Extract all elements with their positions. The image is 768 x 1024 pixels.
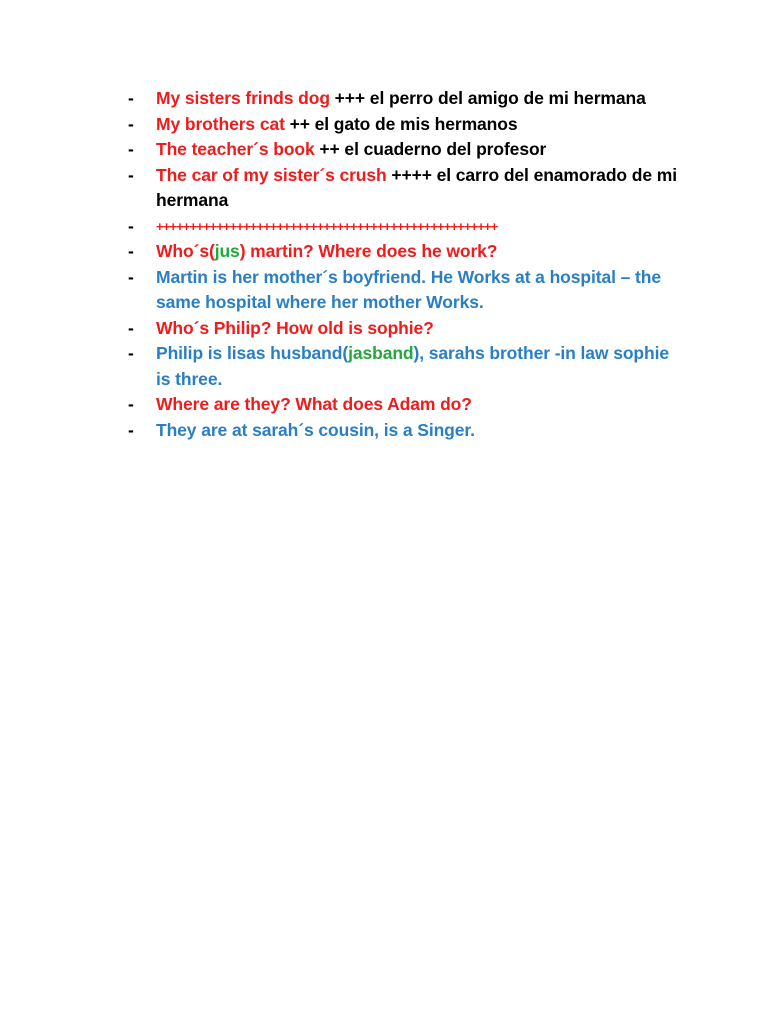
dash-bullet: - [128,419,134,440]
item-text [156,86,688,112]
item-text [156,392,688,418]
list-item [128,214,688,240]
text-segment-blue: ), sarahs brother -in law sophie is three. [156,343,669,389]
text-segment-red: +++++++++++++++++++++++++++++++++++++++++++++++++++ [156,218,498,234]
list-item [128,418,688,444]
item-text [156,163,688,214]
item-text [156,316,688,342]
dash-bullet: - [128,343,134,363]
text-segment-red: The teacher´s book [156,139,315,159]
item-text [156,265,688,316]
text-segment-green: jus [214,241,240,261]
list-item [128,316,688,342]
dash-bullet: - [128,164,134,185]
text-segment-green: jasband [348,343,414,363]
text-segment-blue: Martin is her mother´s boyfriend. He Works at a hospital – the same hospital where her mother Works. [156,266,661,312]
dash-bullet: - [128,317,134,338]
separator-plus-line [156,214,688,240]
text-segment-red: Who´s( [156,241,215,261]
item-text [156,418,688,444]
text-segment-blue: They are at sarah´s cousin, is a Singer. [156,419,475,440]
list-item [128,112,688,138]
item-text [156,239,688,265]
dash-bullet: - [128,241,134,261]
phrase-list [128,86,688,443]
text-segment-red: My brothers cat [156,113,285,134]
list-item [128,239,688,265]
list-item [128,137,688,163]
list-item [128,86,688,112]
text-segment-blue: Philip is lisas husband( [156,343,349,363]
item-text [156,112,688,138]
dash-bullet: - [128,215,134,236]
text-segment-black: +++ el perro del amigo de mi hermana [329,88,646,108]
list-item [128,341,688,392]
text-segment-red: ) martin? Where does he work? [239,241,498,261]
list-item [128,265,688,316]
text-segment-black: ++++ el carro del enamorado de mi hermana [156,164,677,210]
text-segment-red: My sisters frinds dog [156,88,330,108]
dash-bullet: - [128,394,134,414]
list-item [128,163,688,214]
text-segment-red: Where are they? What does Adam do? [156,394,472,414]
dash-bullet: - [128,88,134,108]
dash-bullet: - [128,266,134,287]
dash-bullet: - [128,139,134,159]
dash-bullet: - [128,113,134,134]
text-segment-red: The car of my sister´s crush [156,164,387,185]
item-text [156,137,688,163]
text-segment-black: ++ el gato de mis hermanos [284,113,518,134]
item-text [156,341,688,392]
list-item [128,392,688,418]
text-segment-black: ++ el cuaderno del profesor [314,139,547,159]
text-segment-red: Who´s Philip? How old is sophie? [156,317,434,338]
